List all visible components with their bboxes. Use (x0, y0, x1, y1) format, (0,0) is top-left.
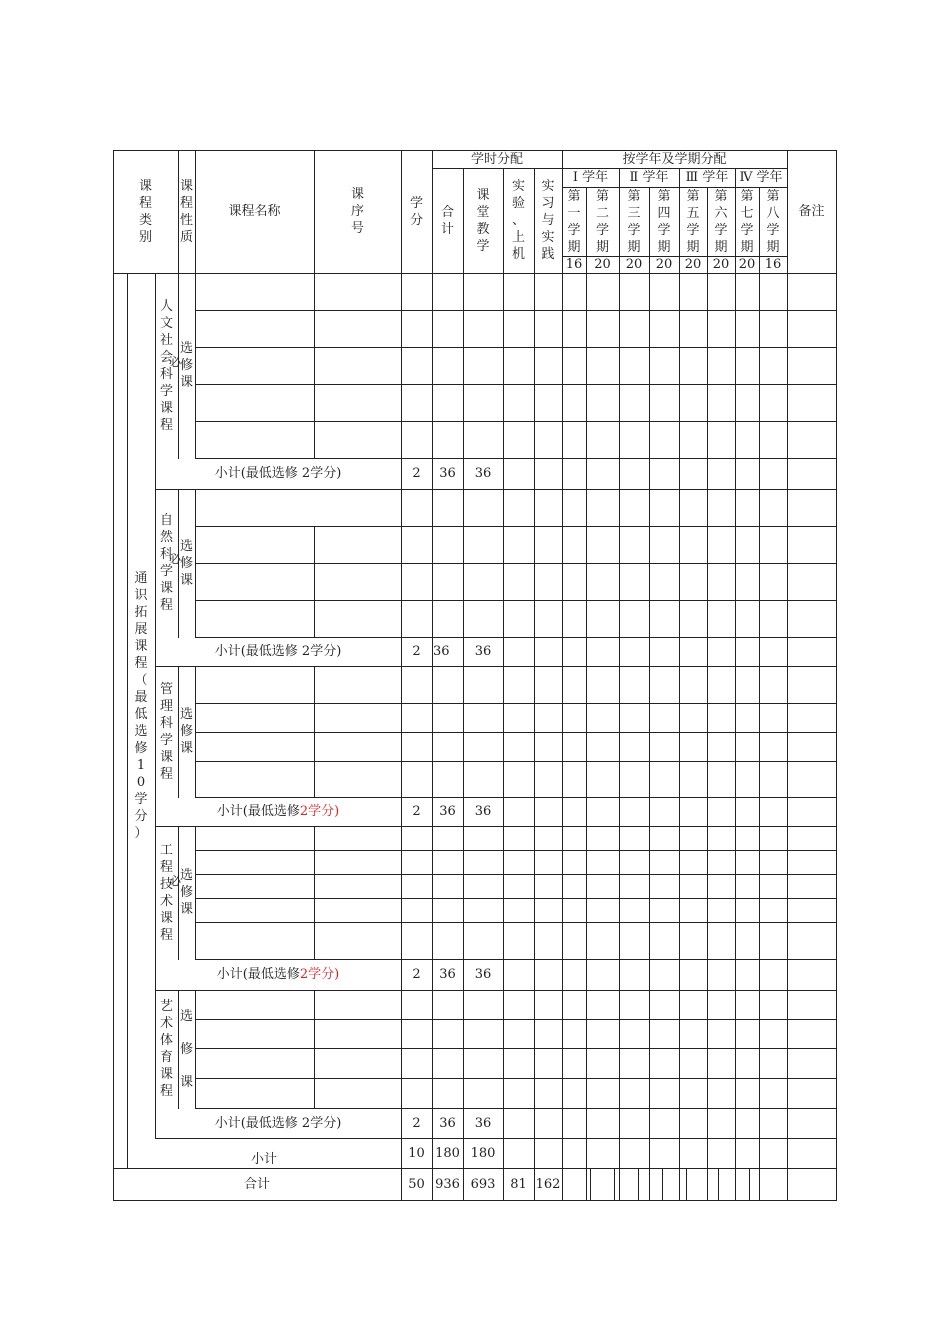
grid-line (679, 826, 680, 991)
header-term: 第 五 学 期 (686, 188, 700, 255)
header-term: 第 八 学 期 (766, 188, 780, 255)
grid-line (314, 666, 315, 704)
grid-line (195, 526, 837, 527)
group-overlap-mark: 必 (168, 552, 181, 566)
grid-line (113, 150, 114, 1201)
grid-line (718, 1168, 719, 1201)
group-subtotal-total: 36 (439, 804, 456, 819)
group-subtotal-credit: 2 (412, 644, 421, 659)
group-subtotal-label: 小计(最低选修 2学分) (214, 644, 342, 659)
grid-line (534, 489, 535, 667)
header-term: 第 六 学 期 (714, 188, 728, 255)
grid-line (749, 1168, 750, 1201)
grid-line (638, 1168, 639, 1201)
grid-line (759, 990, 760, 1139)
grid-line (314, 826, 315, 851)
grid-line (503, 990, 504, 1139)
grid-line (735, 666, 736, 827)
grid-line (649, 273, 650, 490)
group-subtotal-class: 36 (474, 804, 492, 819)
grid-line (586, 666, 587, 827)
grid-line (679, 273, 680, 490)
grid-line (679, 1138, 680, 1201)
grid-line (707, 489, 708, 667)
grid-line (562, 990, 563, 1139)
grid-line (662, 1168, 663, 1201)
header-code: 课 序 号 (350, 187, 364, 236)
grid-line (836, 990, 837, 1139)
grid-line (195, 826, 196, 960)
grid-line (534, 990, 535, 1139)
grid-line (735, 489, 736, 667)
header-remark: 备注 (798, 204, 825, 219)
grand-total-credit: 50 (408, 1176, 425, 1192)
group-subtotal-class: 36 (474, 466, 492, 481)
grid-line (787, 1138, 788, 1201)
grid-line (195, 732, 837, 733)
grid-line (614, 1168, 615, 1201)
grid-line (534, 666, 535, 827)
grid-line (314, 1019, 315, 1049)
header-weeks: 20 (738, 257, 756, 272)
group-subtotal-label: 小计(最低选修 2学分) (214, 1115, 342, 1131)
grid-line (314, 600, 315, 638)
group-nature: 选 修 课 (179, 868, 193, 917)
grid-line (586, 1138, 587, 1201)
grid-line (649, 990, 650, 1139)
grid-line (195, 922, 837, 923)
grid-line (759, 666, 760, 827)
grid-line (836, 1138, 837, 1201)
subtotal-credit: 10 (408, 1145, 425, 1161)
header-weeks: 20 (655, 257, 673, 272)
main-category: 通 识 拓 展 课 程 （ 最 低 选 修 1 0 学 分 ） (134, 570, 148, 841)
grid-line (562, 666, 563, 827)
grid-line (314, 922, 315, 960)
grid-line (649, 666, 650, 827)
grid-line (679, 666, 680, 827)
header-term: 第 四 学 期 (657, 188, 671, 255)
grid-line (735, 990, 736, 1139)
group-nature: 选 修 课 (179, 707, 193, 756)
grid-line (836, 826, 837, 991)
group-subtotal-total: 36 (433, 644, 450, 659)
grand-total-label: 合计 (243, 1176, 270, 1192)
grid-line (195, 1078, 837, 1079)
grid-line (503, 666, 504, 827)
header-weeks: 16 (764, 257, 782, 272)
grid-line (314, 898, 315, 923)
grid-line (787, 273, 788, 490)
header-term: 第 一 学 期 (567, 188, 581, 255)
header-year: Ⅲ 学年 (685, 170, 729, 185)
grid-line (534, 826, 535, 991)
grid-line (113, 1200, 837, 1201)
group-subtotal-class: 36 (474, 1115, 492, 1131)
grid-line (534, 273, 535, 490)
grid-line (195, 563, 837, 564)
group-subtotal-total: 36 (439, 1115, 456, 1131)
group-subtotal-total: 36 (439, 466, 456, 481)
grid-line (195, 421, 837, 422)
grid-line (314, 703, 315, 733)
group-subtotal-label: 小计(最低选修 2学分) (214, 466, 342, 481)
grid-line (314, 990, 315, 1020)
grid-line (679, 990, 680, 1139)
grid-line (686, 1168, 687, 1201)
grid-line (619, 489, 620, 667)
group-name: 艺 术 体 育 课 程 (159, 999, 173, 1099)
grid-line (195, 600, 837, 601)
group-subtotal-class: 36 (474, 967, 492, 982)
grand-total-class: 693 (470, 1176, 496, 1192)
group-subtotal-label: 小计(最低选修 2学分) (216, 804, 340, 819)
grid-line (735, 826, 736, 991)
grid-line (759, 1138, 760, 1201)
group-name: 人 文 社 会 科 学 课 程 (159, 298, 173, 433)
header-weeks: 20 (625, 257, 643, 272)
group-overlap-mark: 必 (168, 354, 181, 369)
grid-line (195, 384, 837, 385)
grid-line (562, 826, 563, 991)
header-hours-class: 课 堂 教 学 (476, 187, 490, 254)
grid-line (314, 1048, 315, 1079)
grid-line (759, 273, 760, 490)
header-credit: 学 分 (409, 195, 423, 228)
header-hours-lab: 实 验 、 上 机 (511, 179, 525, 262)
grid-line (707, 826, 708, 991)
grid-line (836, 273, 837, 490)
grid-line (759, 826, 760, 991)
header-term: 第 七 学 期 (740, 188, 754, 255)
grid-line (562, 489, 563, 667)
grid-line (586, 826, 587, 991)
header-category: 课 程 类 别 (138, 178, 152, 245)
grid-line (314, 273, 315, 311)
group-name: 工 程 技 术 课 程 (159, 842, 173, 943)
grid-line (314, 761, 315, 798)
header-hours-group: 学时分配 (470, 151, 523, 167)
group-overlap-mark: 必 (168, 873, 181, 888)
grid-line (195, 850, 837, 851)
header-nature: 课 程 性 质 (179, 178, 193, 245)
grid-line (586, 273, 587, 490)
group-nature: 选 修 课 (179, 538, 193, 588)
grid-line (787, 666, 788, 827)
grid-line (195, 1048, 837, 1049)
grid-line (195, 310, 837, 311)
header-year: Ⅱ 学年 (629, 170, 669, 185)
group-subtotal-label: 小计(最低选修 2学分) (216, 967, 340, 982)
subtotal-total: 180 (435, 1145, 460, 1161)
grid-line (195, 990, 196, 1109)
group-subtotal-credit: 2 (412, 804, 421, 819)
grid-line (503, 489, 504, 667)
grid-line (314, 526, 315, 564)
grand-total-lab: 81 (510, 1176, 527, 1192)
header-year: Ⅳ 学年 (739, 170, 783, 185)
grid-line (707, 1138, 708, 1201)
header-weeks: 20 (594, 257, 611, 272)
grid-line (314, 347, 315, 385)
grid-line (195, 703, 837, 704)
header-year: Ⅰ 学年 (572, 170, 609, 185)
group-nature: 选 修 课 (179, 1008, 193, 1090)
grid-line (649, 1138, 650, 1201)
group-subtotal-class: 36 (474, 644, 492, 659)
header-term-group: 按学年及学期分配 (622, 151, 727, 167)
header-weeks: 20 (712, 257, 730, 272)
group-subtotal-total: 36 (439, 967, 456, 982)
grid-line (195, 874, 837, 875)
header-name: 课程名称 (228, 204, 281, 219)
grid-line (314, 310, 315, 348)
grid-line (314, 874, 315, 899)
group-name: 管 理 科 学 课 程 (159, 681, 173, 782)
grid-line (619, 1138, 620, 1201)
header-weeks: 20 (684, 257, 702, 272)
grid-line (787, 826, 788, 991)
grid-line (586, 990, 587, 1139)
grid-line (649, 489, 650, 667)
grid-line (195, 347, 837, 348)
grid-line (619, 990, 620, 1139)
grid-line (707, 273, 708, 490)
grid-line (314, 384, 315, 422)
grid-line (314, 850, 315, 875)
grid-line (735, 1138, 736, 1201)
subtotal-label: 小计 (250, 1151, 277, 1167)
group-subtotal-credit: 2 (412, 466, 421, 481)
grid-line (314, 563, 315, 601)
grid-line (195, 273, 196, 459)
grid-line (707, 990, 708, 1139)
header-term: 第 三 学 期 (627, 188, 641, 255)
grid-line (759, 489, 760, 667)
grid-line (787, 990, 788, 1139)
grid-line (503, 826, 504, 991)
grid-line (195, 1019, 837, 1020)
grid-line (679, 489, 680, 667)
grid-line (836, 489, 837, 667)
header-weeks: 16 (565, 257, 583, 272)
header-hours-total: 合 计 (440, 204, 454, 237)
grid-line (314, 421, 315, 459)
grand-total-total: 936 (435, 1176, 460, 1192)
grand-total-practice: 162 (535, 1176, 561, 1192)
grid-line (314, 732, 315, 762)
header-term: 第 二 学 期 (595, 188, 609, 255)
grid-line (707, 666, 708, 827)
grid-line (836, 666, 837, 827)
grid-line (586, 489, 587, 667)
grid-line (619, 273, 620, 490)
grid-line (562, 273, 563, 490)
group-nature: 选 修 课 (179, 341, 193, 390)
grid-line (735, 273, 736, 490)
subtotal-class: 180 (470, 1145, 496, 1161)
grid-line (503, 273, 504, 490)
group-subtotal-credit: 2 (412, 1115, 421, 1131)
grid-line (314, 1078, 315, 1109)
group-subtotal-credit: 2 (412, 967, 421, 982)
header-hours-practice: 实 习 与 实 践 (541, 179, 555, 262)
grid-line (195, 898, 837, 899)
grid-line (619, 666, 620, 827)
grid-line (590, 1168, 591, 1201)
grid-line (195, 761, 837, 762)
group-name: 自 然 科 学 课 程 (159, 513, 173, 613)
grid-line (787, 489, 788, 667)
grid-line (562, 1138, 563, 1201)
grid-line (619, 826, 620, 991)
grid-line (649, 826, 650, 991)
